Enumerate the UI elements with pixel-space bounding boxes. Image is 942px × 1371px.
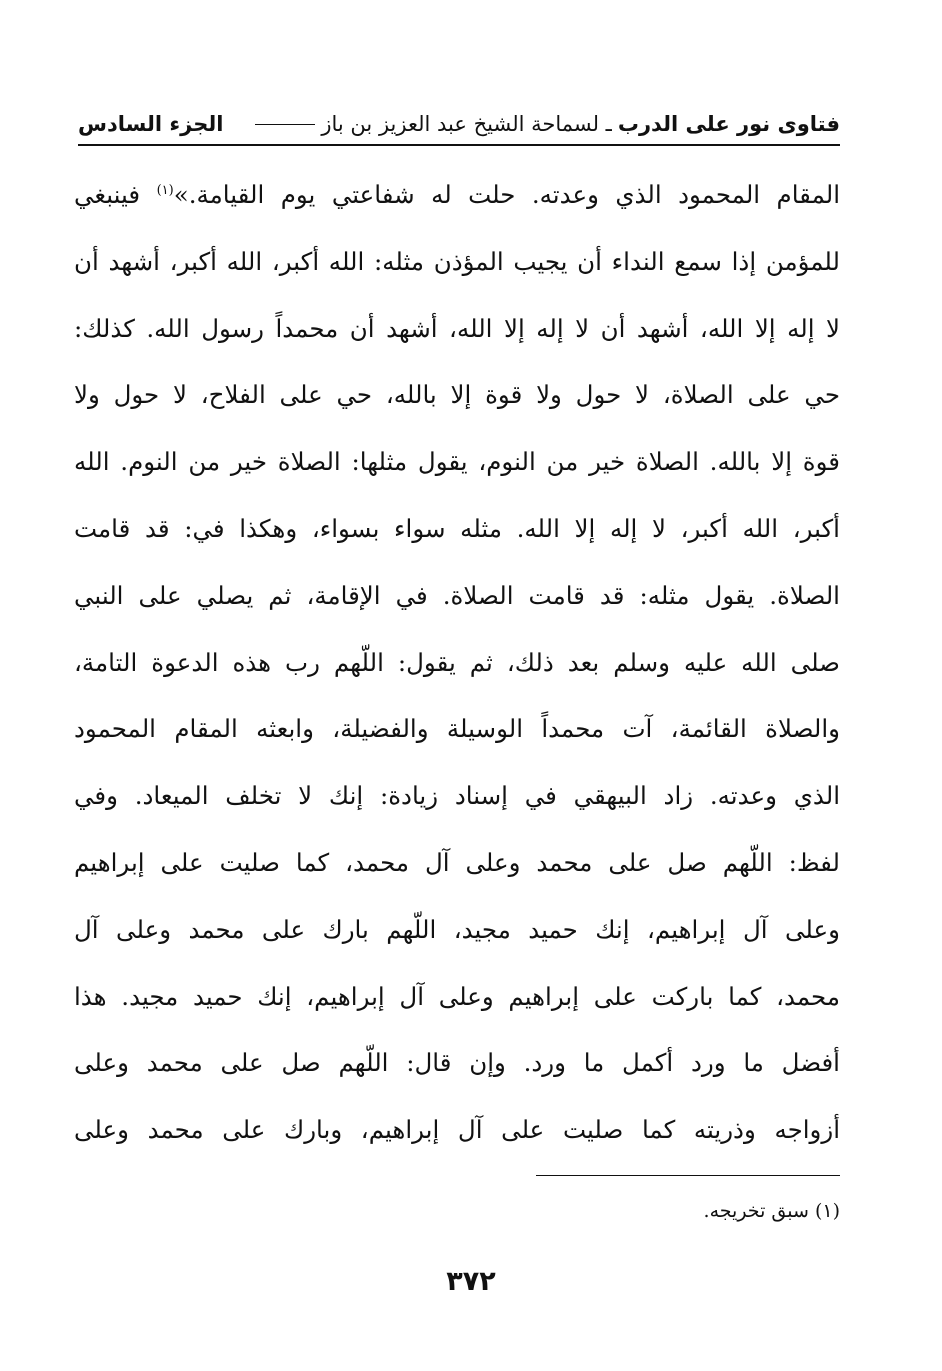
volume-label: الجزء السادس	[78, 112, 224, 136]
text-line: لفظ: اللّهم صل على محمد وعلى آل محمد، كما صليت على إبراهيم	[74, 847, 840, 877]
footnote-marker: (١)	[156, 182, 174, 198]
header-title-group	[255, 112, 840, 136]
text-line: الذي وعدته. زاد البيهقي في إسناد زيادة: إنك لا تخلف الميعاد. وفي	[74, 781, 840, 811]
text-line: محمد، كما باركت على إبراهيم وعلى آل إبراهيم، إنك حميد مجيد. هذا	[74, 981, 840, 1011]
header-dash	[255, 124, 315, 125]
text-line: أزواجه وذريته كما صليت على آل إبراهيم، وبارك على محمد وعلى	[74, 1115, 840, 1145]
text-line: أكبر، الله أكبر، لا إله إلا الله. مثله سواء بسواء، وهكذا في: قد قامت	[74, 513, 840, 543]
running-header	[78, 104, 840, 146]
page-number: ٣٧٢	[446, 1266, 496, 1297]
text-line: والصلاة القائمة، آت محمداً الوسيلة والفضيلة، وابعثه المقام المحمود	[74, 714, 840, 744]
text-line: حي على الصلاة، لا حول ولا قوة إلا بالله، حي على الفلاح، لا حول ولا	[74, 380, 840, 410]
text-line: للمؤمن إذا سمع النداء أن يجيب المؤذن مثله: الله أكبر، الله أكبر، أشهد أن	[74, 246, 840, 276]
footnote: (١) سبق تخريجه.	[703, 1200, 840, 1222]
text-line-tail: فينبغي	[74, 180, 141, 209]
text-line	[74, 162, 840, 229]
text-line: الصلاة. يقول مثله: قد قامت الصلاة. في الإقامة، ثم يصلي على النبي	[74, 580, 840, 610]
text-line: أفضل ما ورد أكمل ما ورد. وإن قال: اللّهم صل على محمد وعلى	[74, 1048, 840, 1078]
text-line: قوة إلا بالله. الصلاة خير من النوم، يقول مثلها: الصلاة خير من النوم. الله	[74, 447, 840, 477]
author-name: ـ لسماحة الشيخ عبد العزيز بن باز	[321, 112, 612, 136]
text-line: وعلى آل إبراهيم، إنك حميد مجيد، اللّهم بارك على محمد وعلى آل	[74, 914, 840, 944]
body-text	[74, 162, 840, 1164]
book-title: فتاوى نور على الدرب	[617, 112, 840, 136]
footnote-divider	[536, 1175, 840, 1176]
text-line: صلى الله عليه وسلم بعد ذلك، ثم يقول: اللّهم رب هذه الدعوة التامة،	[74, 647, 840, 677]
text-line-content: المقام المحمود الذي وعدته. حلت له شفاعتي يوم القيامة.»	[173, 180, 840, 209]
text-line: لا إله إلا الله، أشهد أن لا إله إلا الله، أشهد أن محمداً رسول الله. كذلك:	[74, 313, 840, 343]
